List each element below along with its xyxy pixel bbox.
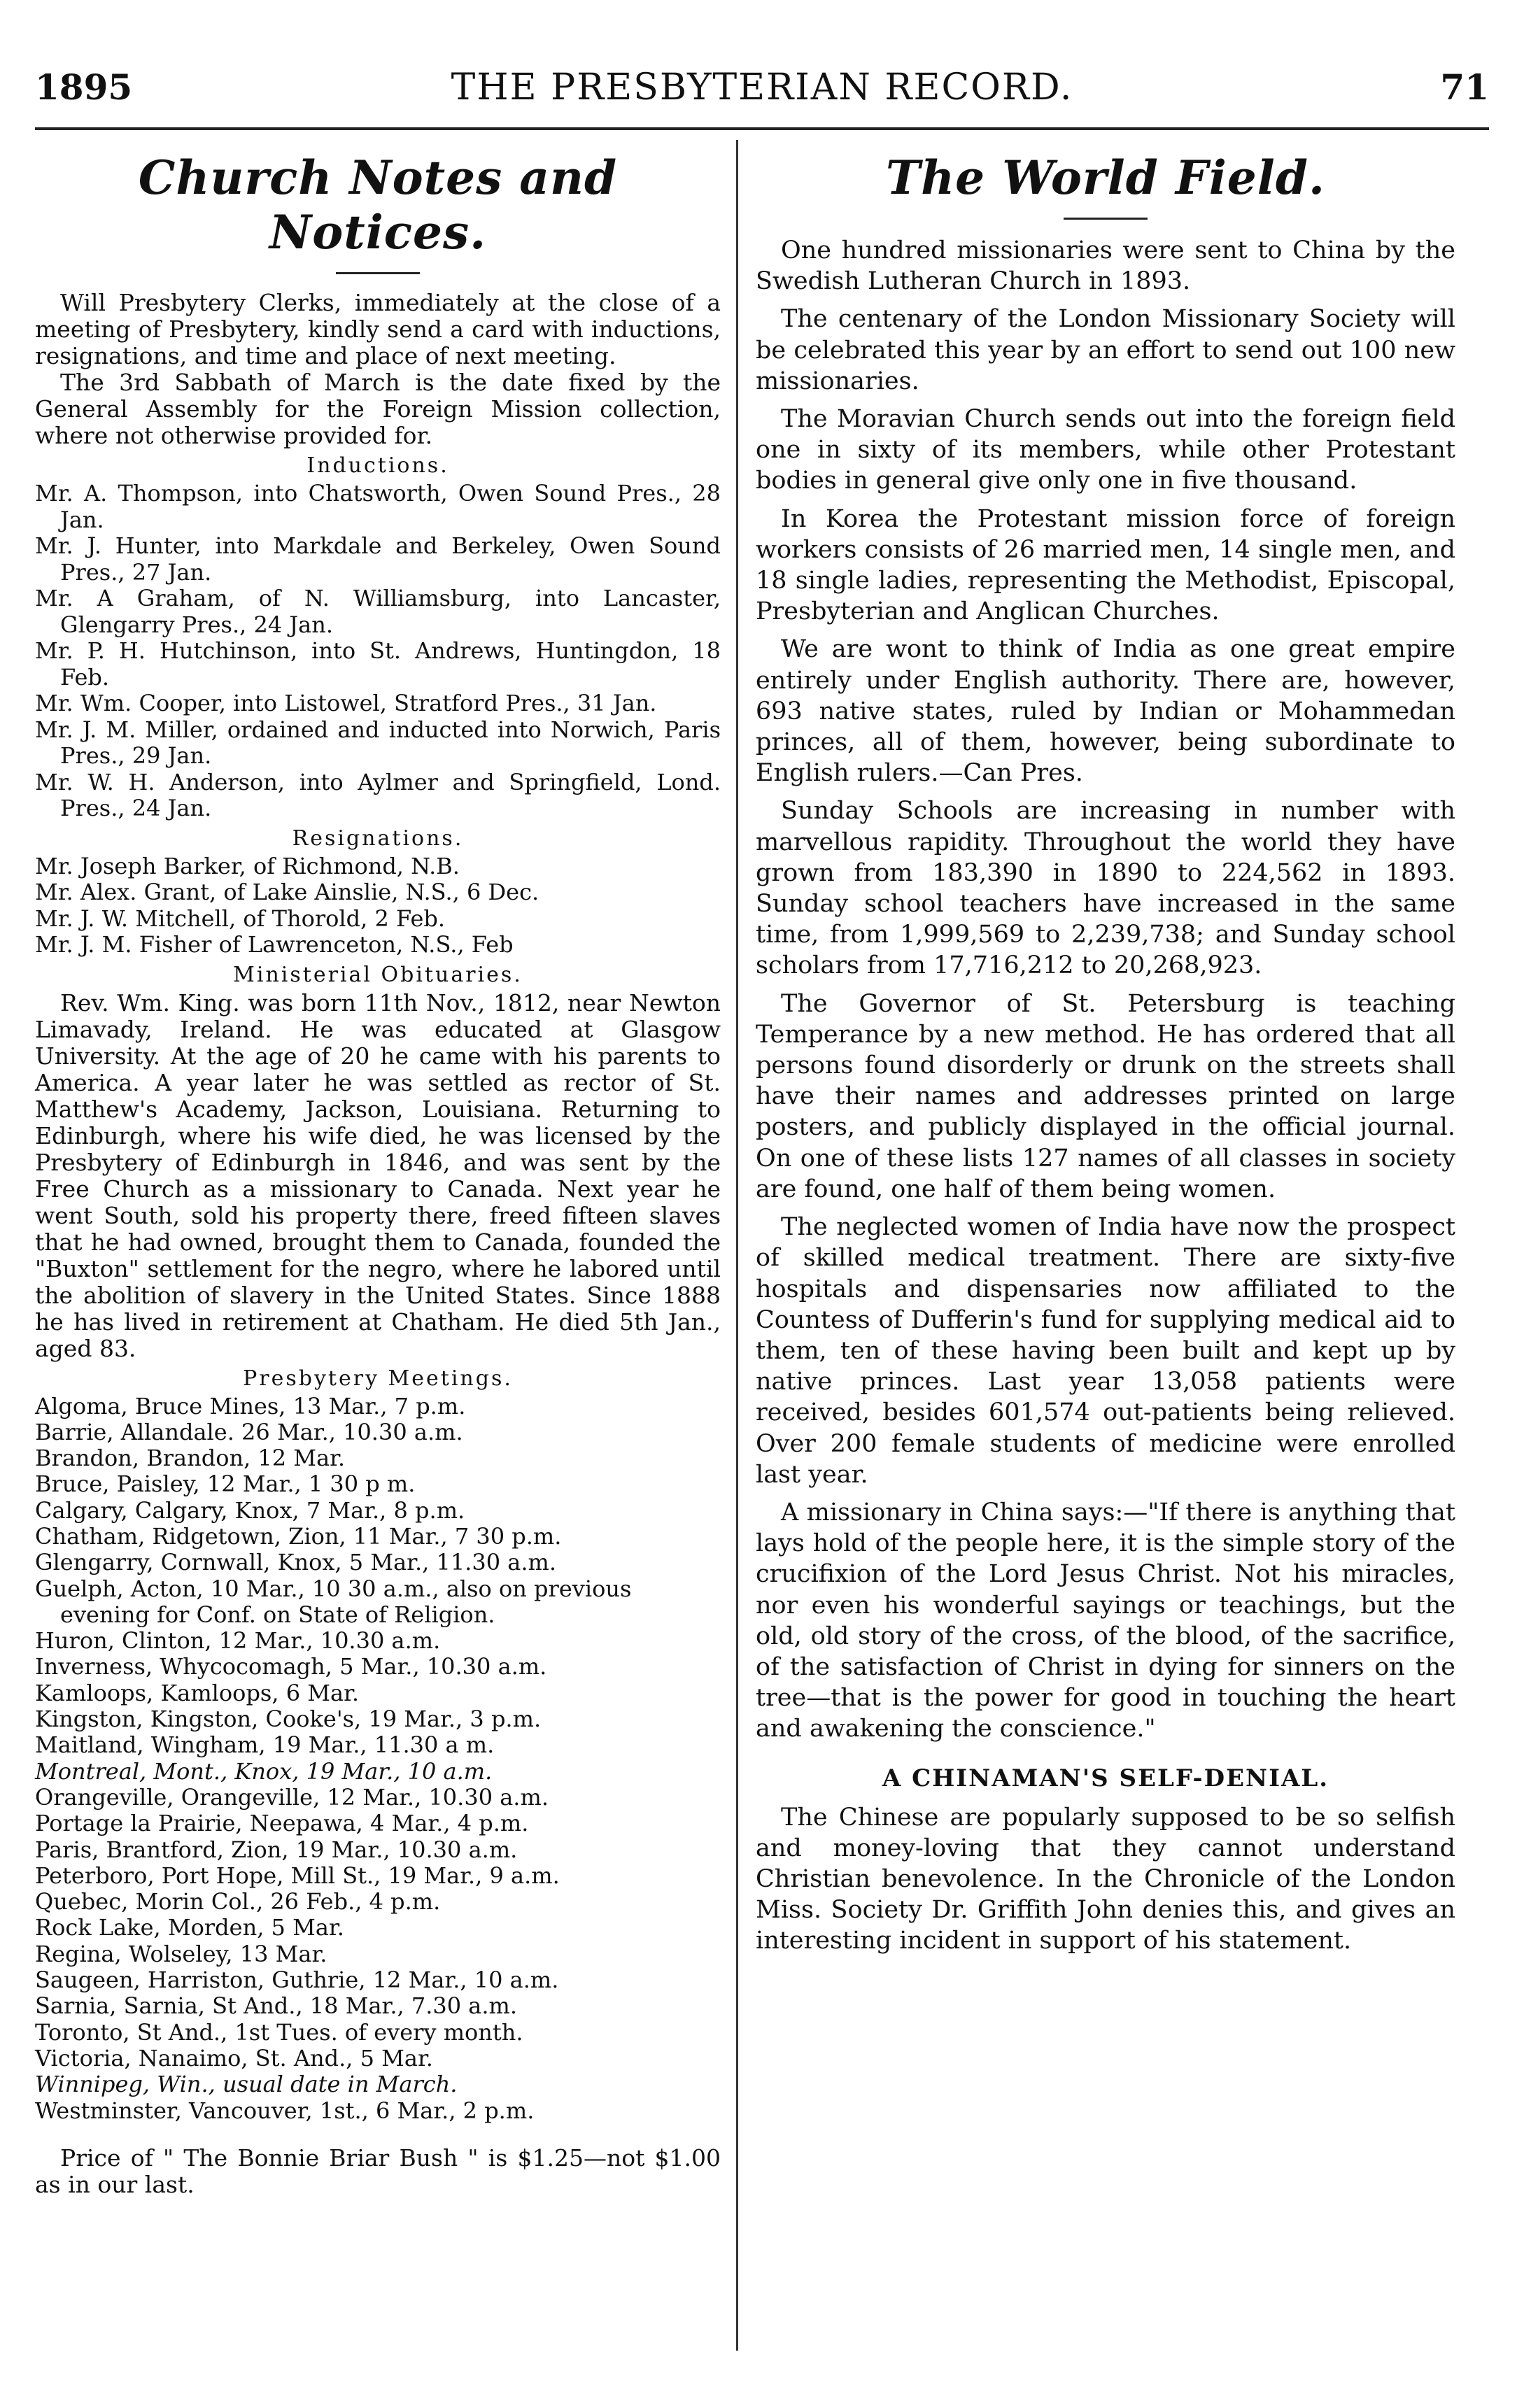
column-divider: [736, 140, 738, 2351]
resignation-item: Mr. Joseph Barker, of Richmond, N.B.: [35, 852, 460, 879]
left-column: [35, 150, 721, 2198]
page-header: [35, 66, 1489, 122]
resignation-item: Mr. Alex. Grant, of Lake Ainslie, N.S., 6 Dec.: [35, 879, 539, 905]
resignation-item: Mr. J. W. Mitchell, of Thorold, 2 Feb.: [35, 905, 446, 932]
meetings-heading: Presbytery Meetings.: [243, 1366, 513, 1391]
induction-item: Mr. J. M. Miller, ordained and inducted into Norwich, Paris Pres., 29 Jan.: [35, 716, 721, 769]
meeting-item: Inverness, Whycocomagh, 5 Mar., 10.30 a.m.: [35, 1653, 547, 1680]
right-column: [756, 150, 1455, 1964]
meeting-item: Glengarry, Cornwall, Knox, 5 Mar., 11.30 a.m.: [35, 1549, 556, 1576]
meetings-list: [35, 1394, 721, 2124]
obituaries-heading: Ministerial Obituaries.: [233, 962, 523, 987]
induction-item: Mr. A. Thompson, into Chatsworth, Owen Sound Pres., 28 Jan.: [35, 480, 721, 533]
meeting-item: Sarnia, Sarnia, St And., 18 Mar., 7.30 a.m.: [35, 1992, 518, 2020]
news-paragraph: The centenary of the London Missionary Society will be celebrated this year by an effort to send out 100 new missionaries.: [756, 305, 1455, 395]
news-paragraph: The Governor of St. Petersburg is teaching Temperance by a new method. He has ordered that all persons found disorderly or drunk on the streets shall have their names and addresses printed on large posters, and publicly displayed in the official journal. On one of these lists 127 names of all classes in society are found, one half of them being women.: [756, 989, 1455, 1203]
meeting-item: Westminster, Vancouver, 1st., 6 Mar., 2 p.m.: [35, 2097, 535, 2124]
title-rule: [336, 272, 420, 274]
meeting-item: Brandon, Brandon, 12 Mar.: [35, 1445, 346, 1472]
meeting-item: Winnipeg, Win., usual date in March.: [35, 2071, 458, 2098]
induction-item: Mr. A Graham, of N. Williamsburg, into Lancaster, Glengarry Pres., 24 Jan.: [35, 585, 721, 638]
induction-item: Mr. Wm. Cooper, into Listowel, Stratford Pres., 31 Jan.: [35, 690, 657, 716]
left-column-title: Church Notes and Notices.: [138, 150, 618, 260]
meeting-item: Orangeville, Orangeville, 12 Mar., 10.30 a.m.: [35, 1783, 549, 1811]
intro-paragraph: Will Presbytery Clerks, immediately at the close of a meeting of Presbytery, kindly send a card with inductions, resignations, and time and place of next meeting.: [35, 289, 721, 369]
meeting-item: Huron, Clinton, 12 Mar., 10.30 a.m.: [35, 1627, 441, 1655]
meeting-item: Kamloops, Kamloops, 6 Mar.: [35, 1679, 360, 1706]
meeting-item: Guelph, Acton, 10 Mar., 10 30 a.m., also on previous evening for Conf. on State of Religion.: [35, 1575, 632, 1628]
meeting-item: Algoma, Bruce Mines, 13 Mar., 7 p.m.: [35, 1392, 466, 1419]
section-paragraph: The Chinese are popularly supposed to be so selfish and money-loving that they cannot understand Christian benevolence. In the Chronicle of the London Miss. Society Dr. Griffith John denies this, and gives an interesting incident in support of his statement.: [756, 1803, 1455, 1955]
right-column-title: The World Field.: [886, 150, 1325, 205]
meeting-item: Paris, Brantford, Zion, 19 Mar., 10.30 a.m.: [35, 1836, 518, 1863]
inductions-list: [35, 481, 721, 822]
news-paragraph: A missionary in China says:—"If there is anything that lays hold of the people here, it is the simple story of the crucifixion of the Lord Jesus Christ. Not his miracles, nor even his wonderful sayings or teachings, but the old, old story of the cross, of the blood, of the sacrifice, of the satisfaction of Christ in dying for sinners on the tree—that is the power for good in touching the heart and awakening the conscience.": [756, 1498, 1455, 1743]
meeting-item: Calgary, Calgary, Knox, 7 Mar., 8 p.m.: [35, 1496, 465, 1524]
meeting-item: Barrie, Allandale. 26 Mar., 10.30 a.m.: [35, 1418, 463, 1445]
meeting-item: Kingston, Kingston, Cooke's, 19 Mar., 3 p.m.: [35, 1706, 542, 1733]
title-rule: [1064, 218, 1148, 220]
meeting-item: Montreal, Mont., Knox, 19 Mar., 10 a.m.: [35, 1757, 493, 1785]
meeting-item: Rock Lake, Morden, 5 Mar.: [35, 1914, 344, 1941]
header-title: THE PRESBYTERIAN RECORD.: [451, 66, 1073, 108]
resignations-list: [35, 854, 721, 958]
induction-item: Mr. W. H. Anderson, into Aylmer and Springfield, Lond. Pres., 24 Jan.: [35, 768, 721, 821]
resignation-item: Mr. J. M. Fisher of Lawrenceton, N.S., Feb: [35, 931, 514, 958]
header-page-number: 71: [1440, 66, 1489, 108]
header-year: 1895: [35, 66, 133, 108]
sabbath-paragraph: The 3rd Sabbath of March is the date fixed by the General Assembly for the Foreign Mission collection, where not otherwise provided for.: [35, 369, 721, 449]
section-heading: A CHINAMAN'S SELF-DENIAL.: [882, 1764, 1329, 1792]
news-paragraph: We are wont to think of India as one great empire entirely under English authority. There are, however, 693 native states, ruled by Indian or Mohammedan princes, all of them, however, being subordinate to English rulers.—Can Pres.: [756, 635, 1455, 788]
induction-item: Mr. J. Hunter, into Markdale and Berkeley, Owen Sound Pres., 27 Jan.: [35, 532, 721, 586]
news-paragraph: In Korea the Protestant mission force of foreign workers consists of 26 married men, 14 single men, and 18 single ladies, representing the Methodist, Episcopal, Presbyterian and Anglican Churches.: [756, 504, 1455, 626]
resignations-heading: Resignations.: [292, 826, 464, 851]
news-paragraph: Sunday Schools are increasing in number with marvellous rapidity. Throughout the world they have grown from 183,390 in 1890 to 224,562 in 1893. Sunday school teachers have increased in the same time, from 1,999,569 to 2,239,738; and Sunday school scholars from 17,716,212 to 20,268,923.: [756, 797, 1455, 980]
meeting-item: Saugeen, Harriston, Guthrie, 12 Mar., 10 a.m.: [35, 1967, 559, 1994]
induction-item: Mr. P. H. Hutchinson, into St. Andrews, Huntingdon, 18 Feb.: [35, 637, 721, 690]
meeting-item: Portage la Prairie, Neepawa, 4 Mar., 4 p.m.: [35, 1810, 529, 1837]
news-paragraph: One hundred missionaries were sent to China by the Swedish Lutheran Church in 1893.: [756, 236, 1455, 296]
meeting-item: Regina, Wolseley, 13 Mar.: [35, 1940, 327, 1967]
news-paragraph: The Moravian Church sends out into the foreign field one in sixty of its members, while other Protestant bodies in general give only one in five thousand.: [756, 405, 1455, 495]
news-paragraph: The neglected women of India have now the prospect of skilled medical treatment. There are sixty-five hospitals and dispensaries now affiliated to the Countess of Dufferin's fund for supplying medical aid to them, ten of these having been built and kept up by native princes. Last year 13,058 patients were received, besides 601,574 out-patients being relieved. Over 200 female students of medicine were enrolled last year.: [756, 1213, 1455, 1489]
price-note: Price of " The Bonnie Briar Bush " is $1.25—not $1.00 as in our last.: [35, 2144, 721, 2198]
meeting-item: Toronto, St And., 1st Tues. of every month.: [35, 2018, 523, 2046]
obituary-paragraph: Rev. Wm. King. was born 11th Nov., 1812, near Newton Limavady, Ireland. He was educated at Glasgow University. At the age of 20 he came with his parents to America. A year later he was settled as rector of St. Matthew's Academy, Jackson, Louisiana. Returning to Edinburgh, where his wife died, he was licensed by the Presbytery of Edinburgh in 1846, and was sent by the Free Church as a missionary to Canada. Next year he went South, sold his property there, freed fifteen slaves that he had owned, brought them to Canada, founded the "Buxton" settlement for the negro, where he labored until the abolition of slavery in the United States. Since 1888 he has lived in retirement at Chatham. He died 5th Jan., aged 83.: [35, 989, 721, 1362]
meeting-item: Peterboro, Port Hope, Mill St., 19 Mar., 9 a.m.: [35, 1862, 560, 1889]
header-rule: [35, 127, 1489, 130]
meeting-item: Chatham, Ridgetown, Zion, 11 Mar., 7 30 p.m.: [35, 1522, 562, 1550]
meeting-item: Bruce, Paisley, 12 Mar., 1 30 p m.: [35, 1471, 416, 1498]
meeting-item: Quebec, Morin Col., 26 Feb., 4 p.m.: [35, 1888, 441, 1915]
meeting-item: Maitland, Wingham, 19 Mar., 11.30 a m.: [35, 1731, 495, 1759]
meeting-item: Victoria, Nanaimo, St. And., 5 Mar.: [35, 2044, 433, 2071]
inductions-heading: Inductions.: [306, 453, 449, 478]
